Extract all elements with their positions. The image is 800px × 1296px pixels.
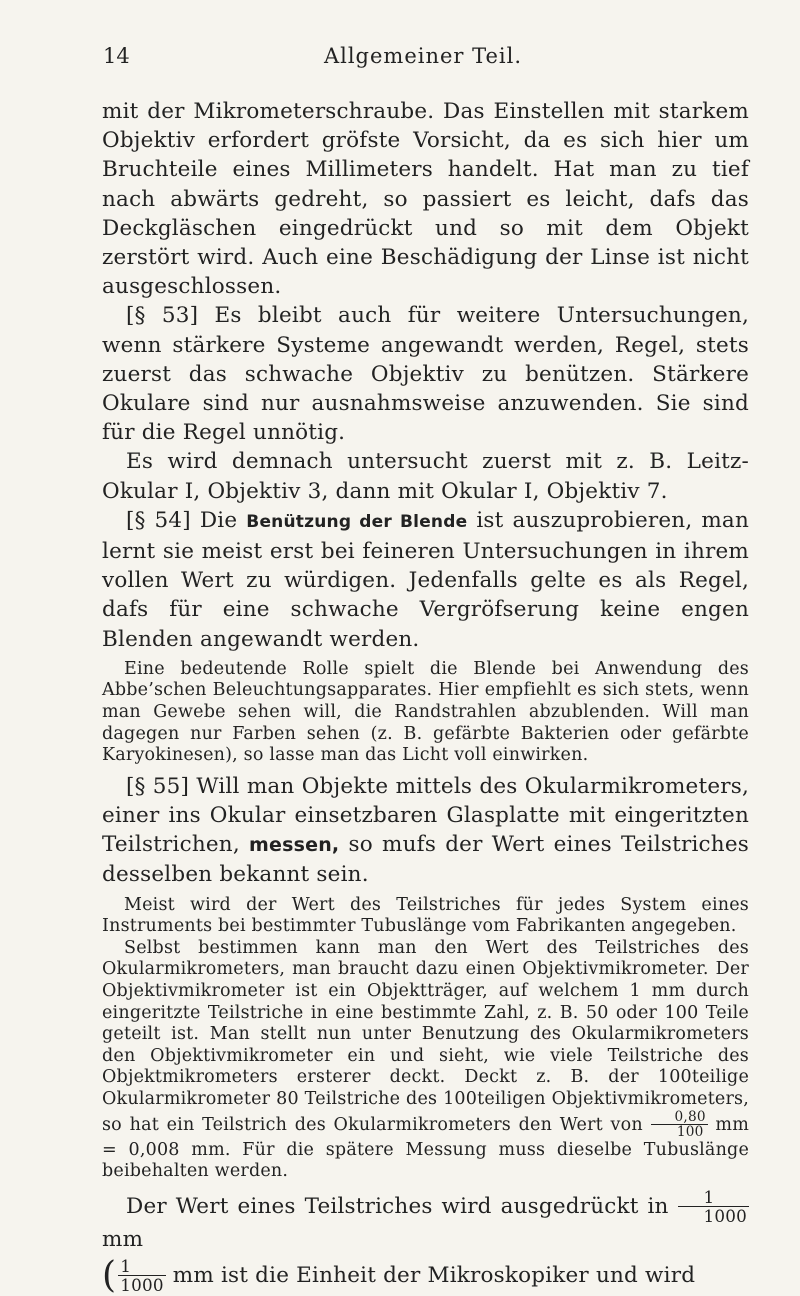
value-fraction xyxy=(651,1108,708,1141)
unit-expression-mm: mm xyxy=(102,1226,144,1252)
paragraph-section-54 xyxy=(102,506,749,654)
value-fraction-denominator: 100 xyxy=(651,1124,708,1140)
section-55-rest: so mufs der Wert eines Teilstriches desselben bekannt sein. xyxy=(102,832,749,888)
paragraph-leitz-example: Es wird demnach untersucht zuerst mit z. B. Leitz-Okular I, Objektiv 3, dann mit Okular I, Objektiv 7. xyxy=(102,449,749,504)
paragraph-abbe-note: Eine bedeutende Rolle spielt die Blende bei Anwendung des Abbe’schen Beleuchtungsapparates. Hier empfiehlt es sich stets, wenn man Gewebe sehen will, die Randstrahlen abzublenden. Will man dagegen nur Farben sehen (z. B. gefärbte Bakterien oder gefärbte Karyokinesen), so lasse man das Licht voll einwirken. xyxy=(102,658,749,766)
page-header xyxy=(103,44,743,80)
section-54-emphasis: Benützung der Blende xyxy=(246,511,468,532)
running-title: Allgemeiner Teil. xyxy=(323,44,523,68)
paragraph-manufacturer-note: Meist wird der Wert des Teilstriches für jedes System eines Instruments bei bestimmter Tubuslänge vom Fabrikanten angegeben. xyxy=(102,894,749,937)
unit-expression-text: Der Wert eines Teilstriches wird ausgedrückt in xyxy=(126,1193,669,1219)
unit-fraction-numerator: 1 xyxy=(703,1187,715,1208)
paragraph-self-determination xyxy=(102,938,749,1183)
page-body xyxy=(102,97,749,1294)
determination-text: Selbst bestimmen kann man den Wert des Teilstriches des Okularmikrometers, man braucht dazu einen Objektivmikrometer. Der Objektivmikrometer ist ein Objektträger, auf welchem 1 mm durch eingeritzte Teilstriche in eine bestimmte Zahl, z. B. 50 oder 100 Teile geteilt ist. Man stellt nun unter Benutzung des Okularmikrometers den Objektivmikrometer ein und sieht, wie viele Teilstriche des Objektmikrometers ersterer deckt. Deckt z. B. der 100teilige Okularmikrometer 80 Teilstriche des 100teiligen Objektivmikrometers, so hat ein Teilstrich des Okularmikrometers den Wert von xyxy=(102,937,749,1135)
paragraph-unit-definition xyxy=(102,1254,749,1296)
section-55-lead: [§ 55] Will man Objekte mittels des Okularmikrometers, einer ins Okular einsetzbaren Glasplatte mit eingeritzten Teilstrichen, xyxy=(102,773,749,858)
section-55-emphasis: messen, xyxy=(249,834,340,857)
unit-fraction xyxy=(678,1189,749,1225)
value-fraction-numerator: 0,80 xyxy=(674,1108,706,1125)
paragraph-1: mit der Mikrometerschraube. Das Einstellen mit starkem Objektiv erfordert gröfste Vorsicht, da es sich hier um Bruchteile eines Millimeters handelt. Hat man zu tief nach abwärts gedreht, so passiert es leicht, dafs das Deckgläschen eingedrückt und so mit dem Objekt zerstört wird. Auch eine Beschädigung der Linse ist nicht ausgeschlossen. xyxy=(102,99,749,300)
paragraph-section-55 xyxy=(102,772,749,890)
definition-fraction xyxy=(118,1258,165,1294)
unit-fraction-denominator: 1000 xyxy=(678,1206,749,1225)
definition-fraction-denominator: 1000 xyxy=(120,1274,164,1295)
page-number: 14 xyxy=(103,44,130,68)
paragraph-unit-expression xyxy=(102,1189,749,1254)
definition-fraction-numerator: 1 xyxy=(120,1256,132,1277)
unit-definition-text: mm ist die Einheit der Mikroskopiker und wird xyxy=(172,1262,696,1288)
determination-result: mm = 0,008 mm. Für die spätere Messung muss dieselbe Tubuslänge beibehalten werden. xyxy=(102,1114,749,1182)
section-54-lead: [§ 54] Die xyxy=(126,507,247,533)
section-54-rest: ist auszuprobieren, man lernt sie meist erst bei feineren Untersuchungen in ihrem vollen Wert zu würdigen. Jedenfalls gelte es als Regel, dafs für eine schwache Vergröfserung keine engen Blenden angewandt werden. xyxy=(102,507,749,652)
open-parenthesis: ( xyxy=(102,1254,117,1296)
paragraph-section-53: [§ 53] Es bleibt auch für weitere Untersuchungen, wenn stärkere Systeme angewandt werden, Regel, stets zuerst das schwache Objektiv zu benützen. Stärkere Okulare sind nur ausnahmsweise anzuwenden. Sie sind für die Regel unnötig. xyxy=(102,303,749,446)
